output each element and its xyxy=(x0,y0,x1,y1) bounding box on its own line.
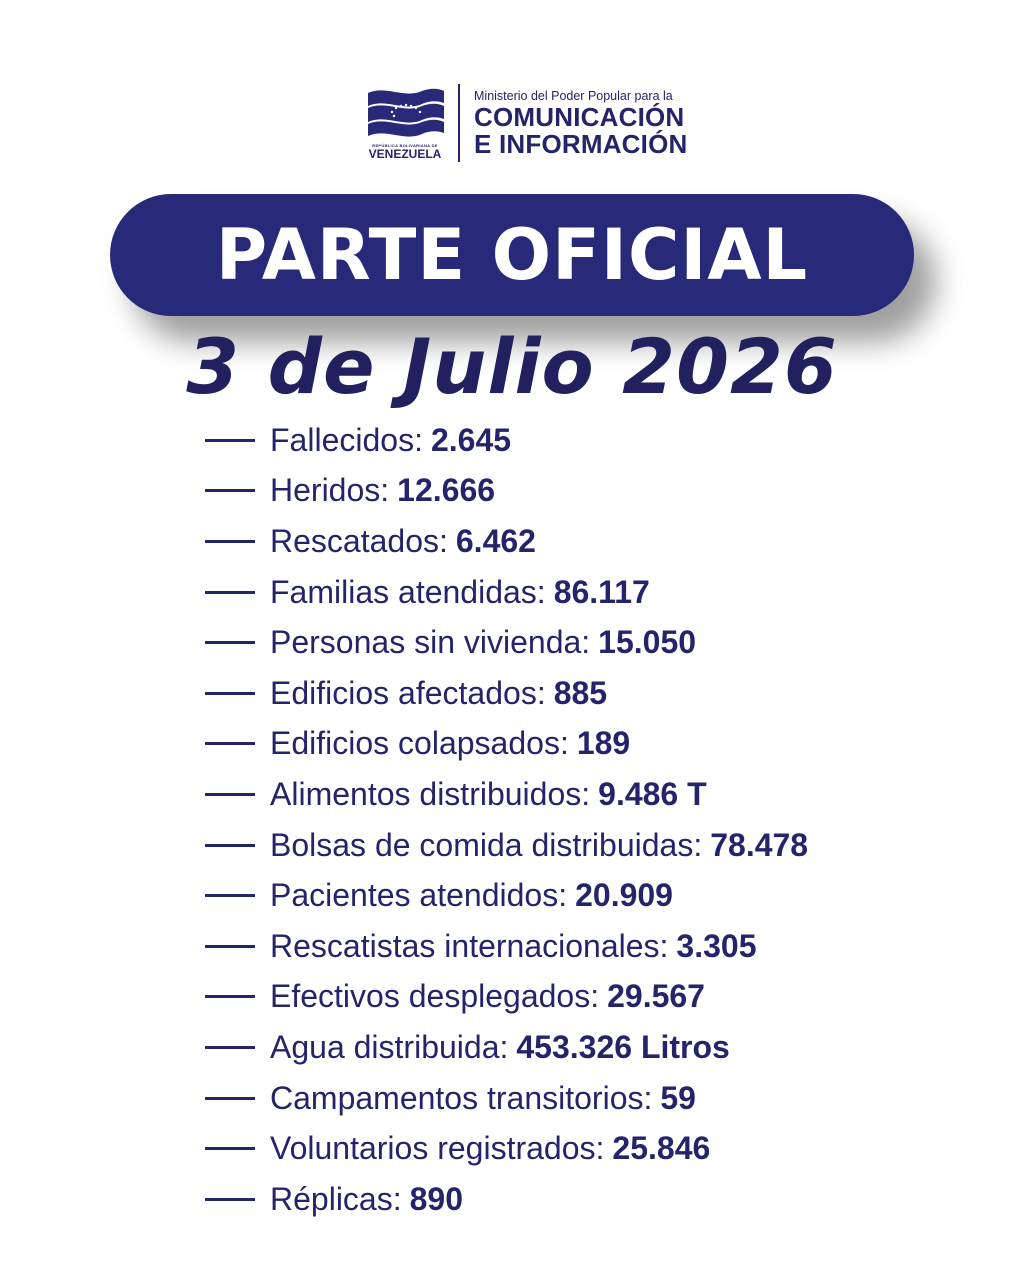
stat-value: 78.478 xyxy=(710,826,809,863)
dash-bullet xyxy=(205,793,255,796)
stat-row-replicas xyxy=(205,1174,808,1225)
stat-value: 2.645 xyxy=(430,421,512,458)
country-label: VENEZUELA xyxy=(368,147,442,161)
dash-bullet xyxy=(205,995,255,998)
stat-row-personas xyxy=(205,617,808,668)
stat-label: Edificios afectados: xyxy=(270,674,546,711)
flag-icon xyxy=(364,85,446,141)
stat-row-rescatados xyxy=(205,516,808,567)
stat-label: Edificios colapsados: xyxy=(270,725,569,762)
stat-label: Fallecidos: xyxy=(270,421,423,458)
stat-label: Voluntarios registrados: xyxy=(270,1130,605,1167)
stat-row-voluntarios xyxy=(205,1123,808,1174)
stat-value: 29.567 xyxy=(607,978,705,1015)
stat-row-fallecidos xyxy=(205,415,808,466)
stat-label: Rescatados: xyxy=(270,522,448,559)
dash-bullet xyxy=(205,591,255,594)
stat-value: 453.326 Litros xyxy=(516,1028,730,1065)
stat-value: 20.909 xyxy=(575,877,673,914)
stat-value: 86.117 xyxy=(553,573,650,610)
ministry-name xyxy=(474,88,687,158)
stat-value: 6.462 xyxy=(455,522,536,559)
stat-label: Réplicas: xyxy=(270,1180,402,1217)
stat-value: 885 xyxy=(553,674,608,711)
stat-row-familias xyxy=(205,567,808,618)
dash-bullet xyxy=(205,1198,255,1201)
stat-label: Familias atendidas: xyxy=(270,573,546,610)
stat-label: Agua distribuida: xyxy=(270,1028,509,1065)
stat-row-heridos xyxy=(205,466,808,517)
dash-bullet xyxy=(205,489,255,492)
venezuela-logo xyxy=(362,85,448,161)
stat-label: Rescatistas internacionales: xyxy=(270,927,669,964)
banner-title: PARTE OFICIAL xyxy=(215,214,809,296)
stat-value: 25.846 xyxy=(612,1130,711,1167)
stat-row-edificios-colapsados xyxy=(205,719,808,770)
stat-row-alimentos xyxy=(205,769,808,820)
dash-bullet xyxy=(205,641,255,644)
dash-bullet xyxy=(205,439,255,442)
stat-value: 890 xyxy=(409,1180,463,1217)
stat-row-rescatistas xyxy=(205,921,808,972)
dash-bullet xyxy=(205,742,255,745)
stat-value: 189 xyxy=(576,725,631,762)
title-banner xyxy=(110,194,914,316)
ministry-line1: Ministerio del Poder Popular para la xyxy=(474,89,673,103)
stat-value: 9.486 T xyxy=(598,775,707,812)
stat-value: 15.050 xyxy=(598,624,697,661)
stat-value: 12.666 xyxy=(397,472,496,509)
report-date: 3 de Julio 2026 xyxy=(186,322,838,411)
ministry-line2: COMUNICACIÓN xyxy=(474,102,685,132)
stat-row-pacientes xyxy=(205,870,808,921)
dash-bullet xyxy=(205,844,255,847)
dash-bullet xyxy=(205,540,255,543)
stat-label: Efectivos desplegados: xyxy=(270,978,600,1015)
stat-label: Bolsas de comida distribuidas: xyxy=(270,826,703,863)
dash-bullet xyxy=(205,1147,255,1150)
stat-label: Campamentos transitorios: xyxy=(270,1079,653,1116)
stat-label: Personas sin vivienda: xyxy=(270,624,591,661)
dash-bullet xyxy=(205,1097,255,1100)
dash-bullet xyxy=(205,894,255,897)
stat-label: Pacientes atendidos: xyxy=(270,877,568,914)
stat-label: Heridos: xyxy=(270,472,390,509)
ministry-header xyxy=(362,84,687,162)
republic-label: REPÚBLICA BOLIVARIANA DE xyxy=(372,143,438,148)
stat-row-campamentos xyxy=(205,1073,808,1124)
stat-value: 59 xyxy=(660,1079,696,1116)
stat-row-bolsas xyxy=(205,820,808,871)
stats-list xyxy=(205,415,808,1225)
stat-value: 3.305 xyxy=(676,927,757,964)
stat-row-agua xyxy=(205,1022,808,1073)
stat-row-efectivos xyxy=(205,972,808,1023)
dash-bullet xyxy=(205,692,255,695)
stat-label: Alimentos distribuidos: xyxy=(270,775,591,812)
stat-row-edificios-afectados xyxy=(205,668,808,719)
dash-bullet xyxy=(205,1046,255,1049)
dash-bullet xyxy=(205,945,255,948)
ministry-line3: E INFORMACIÓN xyxy=(474,129,688,159)
header-divider xyxy=(458,84,460,162)
